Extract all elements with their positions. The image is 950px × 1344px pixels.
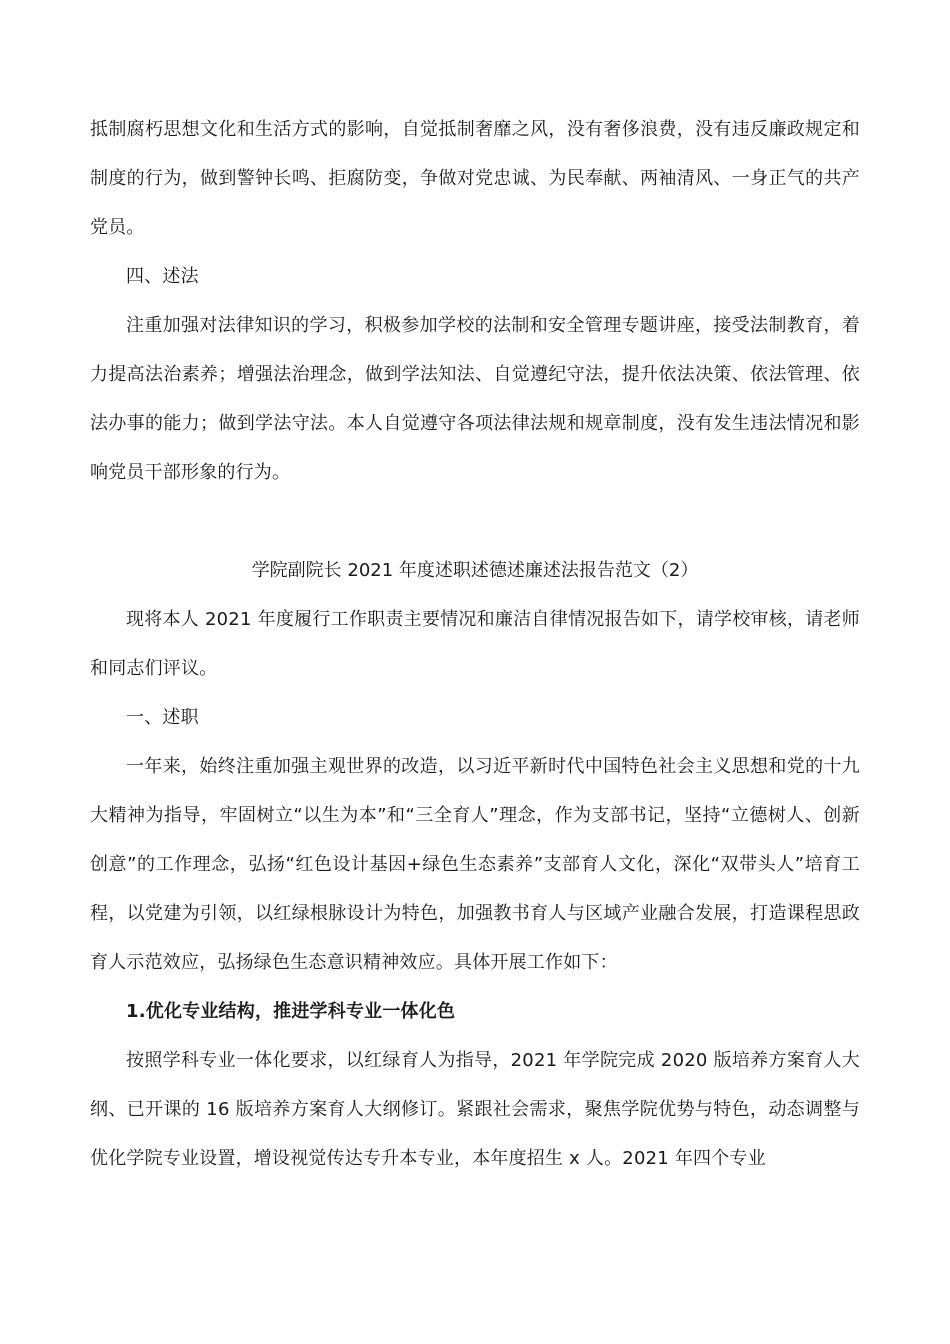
section-heading-law: 四、述法 xyxy=(126,266,199,287)
paragraph-year-summary: 一年来，始终注重加强主观世界的改造，以习近平新时代中国特色社会主义思想和党的十九大精神为指导，牢固树立“以生为本”和“三全育人”理念，作为支部书记，坚持“立德树人、创新创意”的工作理念，弘扬“红色设计基因+绿色生态素养”支部育人文化，深化“双带头人”培育工程，以党建为引领，以红绿根脉设计为特色，加强教书育人与区域产业融合发展，打造课程思政育人示范效应，弘扬绿色生态意识精神效应。具体开展工作如下： xyxy=(90,756,860,973)
paragraph-integrity-conclusion: 抵制腐朽思想文化和生活方式的影响，自觉抵制奢靡之风，没有奢侈浪费，没有违反廉政规定和制度的行为，做到警钟长鸣、拒腐防变，争做对党忠诚、为民奉献、两袖清风、一身正气的共产党员。 xyxy=(90,119,860,238)
section-heading-duty: 一、述职 xyxy=(126,707,199,728)
subheading-optimize-structure: 1.优化专业结构，推进学科专业一体化色 xyxy=(126,1001,456,1022)
paragraph-report-intro: 现将本人 2021 年度履行工作职责主要情况和廉洁自律情况报告如下，请学校审核，请老师和同志们评议。 xyxy=(90,609,860,679)
paragraph-law-study: 注重加强对法律知识的学习，积极参加学校的法制和安全管理专题讲座，接受法制教育，着力提高法治素养；增强法治理念，做到学法知法、自觉遵纪守法，提升依法决策、依法管理、依法办事的能力；做到学法守法。本人自觉遵守各项法律法规和规章制度，没有发生违法情况和影响党员干部形象的行为。 xyxy=(90,315,860,483)
section-spacer xyxy=(90,497,860,546)
paragraph-discipline-integration: 按照学科专业一体化要求，以红绿育人为指导，2021 年学院完成 2020 版培养方案育人大纲、已开课的 16 版培养方案育人大纲修订。紧跟社会需求，聚焦学院优势与特色，动态调整与优化学院专业设置，增设视觉传达专升本专业，本年度招生 x 人。2021 年四个专业 xyxy=(90,1050,860,1169)
document-page xyxy=(90,105,860,1183)
document-title: 学院副院长 2021 年度述职述德述廉述法报告范文（2） xyxy=(251,560,699,581)
